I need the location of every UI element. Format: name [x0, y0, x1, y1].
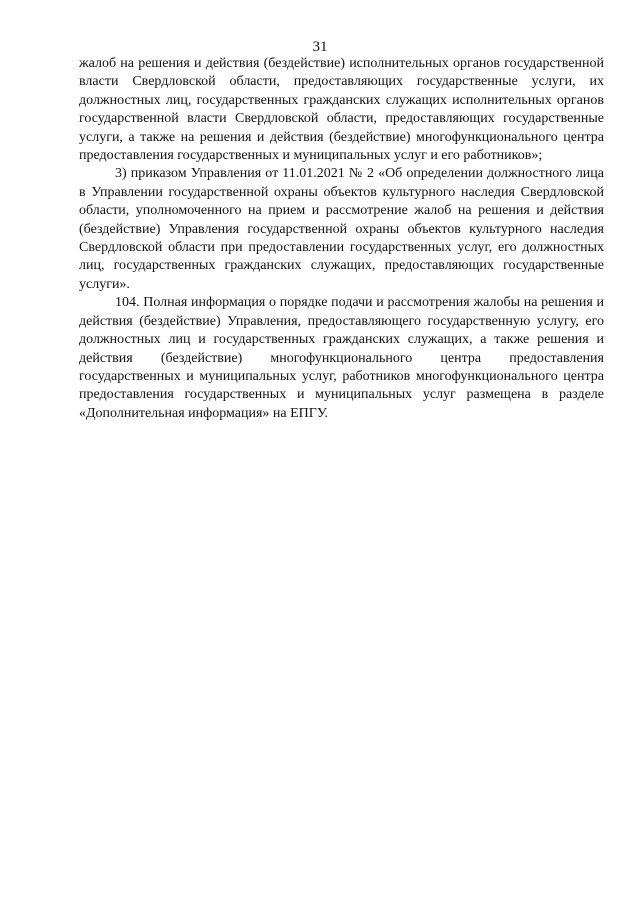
paragraph-order-item-3: 3) приказом Управления от 11.01.2021 № 2 «Об определении должностного лица в Управлении государственной охраны объектов культурного наследия Свердловской области, уполномоченного на прием и рассмотрение жалоб на решения и действия (бездействие) Управления государственной охраны объектов культурного наследия Свердловской области при предоставлении государственных услуг, его должностных лиц, государственных гражданских служащих, предоставляющих государственные услуги». [79, 166, 604, 292]
paragraph-complaint-continuation: жалоб на решения и действия (бездействие) исполнительных органов государственной власти Свердловской области, предоставляющих государственные услуги, их должностных лиц, государственных гражданских служащих исполнительных органов государственной власти Свердловской области, предоставляющих государственные услуги, а также на решения и действия (бездействие) многофункционального центра предоставления государственных и муниципальных услуг и его работников»; [79, 56, 604, 164]
paragraph-section-104: 104. Полная информация о порядке подачи и рассмотрения жалобы на решения и действия (бездействие) Управления, предоставляющего государственную услугу, его должностных лиц и государственных гражданских служащих, а также решения и действия (бездействие) многофункционального центра предоставления государственных и муниципальных услуг, работников многофункционального центра предоставления государственных и муниципальных услуг размещена в разделе «Дополнительная информация» на ЕПГУ. [79, 295, 604, 421]
page-number: 31 [312, 39, 328, 55]
document-body [79, 55, 604, 423]
